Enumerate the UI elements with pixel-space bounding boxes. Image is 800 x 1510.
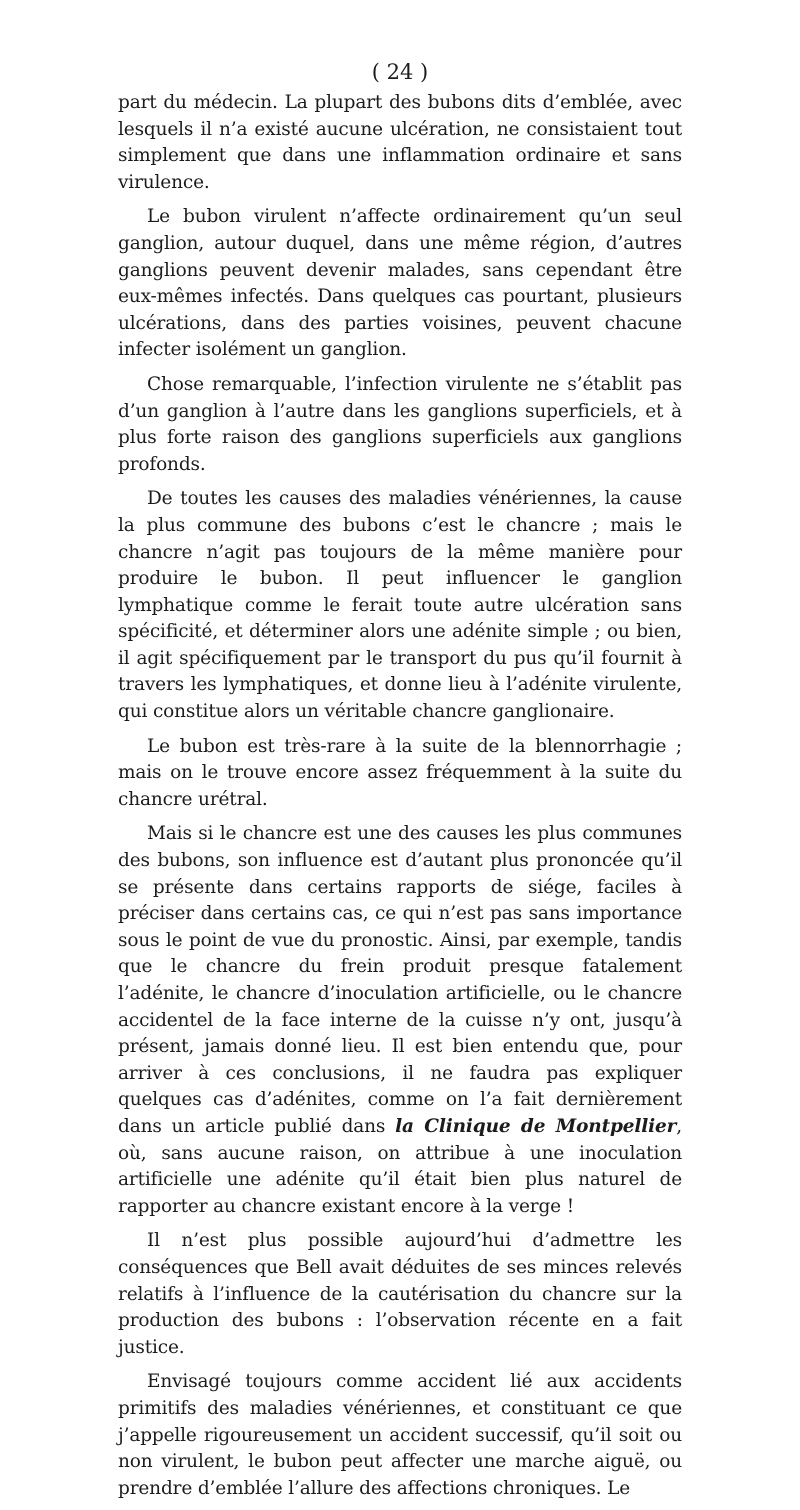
paragraph-6-text-before: Mais si le chancre est une des causes les plus communes des bubons, son influence est d’autant plus prononcée qu’il se présente dans certains rapports de siége, faciles à préciser dans certains cas, ce qui n’est pas sans importance sous le point de vue du pronostic. Ainsi, par exemple, tandis que le chancre du frein produit presque fatalement l’adénite, le chancre d’inoculation artificielle, ou le chancre accidentel de la face interne de la cuisse n’y ont, jusqu’à présent, jamais donné lieu. Il est bien entendu que, pour arriver à ces conclusions, il ne faudra pas expliquer quelques cas d’adénites, comme on l’a fait dernièrement dans un article publié dans bbox=[118, 823, 682, 1137]
body-text bbox=[118, 90, 682, 1510]
paragraph-7: Il n’est plus possible aujourd’hui d’admettre les conséquences que Bell avait déduites de ses minces relevés relatifs à l’influence de la cautérisation du chancre sur la production des bubons : l’observation récente en a fait justice. bbox=[118, 1230, 682, 1358]
journal-title: la Clinique de Montpellier bbox=[395, 1115, 677, 1137]
paragraph-3: Chose remarquable, l’infection virulente ne s’établit pas d’un ganglion à l’autre dans les ganglions superficiels, et à plus forte raison des ganglions superficiels aux ganglions profonds. bbox=[118, 373, 682, 475]
paragraph-6 bbox=[118, 821, 682, 1220]
paragraph-1: part du médecin. La plupart des bubons dits d’emblée, avec lesquels il n’a existé aucune ulcération, ne consistaient tout simplement que dans une inflammation ordinaire et sans virulence. bbox=[118, 92, 682, 193]
paragraph-6-text-after: , où, sans aucune raison, on attribue à une inoculation artificielle une adénite qu’il était bien plus naturel de rapporter au chancre existant encore à la verge ! bbox=[118, 1115, 682, 1217]
page-number: ( 24 ) bbox=[371, 60, 429, 84]
paragraph-5: Le bubon est très-rare à la suite de la blennorrhagie ; mais on le trouve encore assez fréquemment à la suite du chancre urétral. bbox=[118, 735, 682, 810]
paragraph-2: Le bubon virulent n’affecte ordinairement qu’un seul ganglion, autour duquel, dans une même région, d’autres ganglions peuvent devenir malades, sans cependant être eux-mêmes infectés. Dans quelques cas pourtant, plusieurs ulcérations, dans des parties voisines, peuvent chacune infecter isolément un ganglion. bbox=[118, 206, 682, 361]
paragraph-4: De toutes les causes des maladies vénériennes, la cause la plus commune des bubons c’est le chancre ; mais le chancre n’agit pas toujours de la même manière pour produire le bubon. Il peut influencer le ganglion lymphatique comme le ferait toute autre ulcération sans spécificité, et déterminer alors une adénite simple ; ou bien, il agit spécifiquement par le transport du pus qu’il fournit à travers les lymphatiques, et donne lieu à l’adénite virulente, qui constitue alors un véritable chancre ganglionaire. bbox=[118, 488, 682, 723]
paragraph-8: Envisagé toujours comme accident lié aux accidents primitifs des maladies vénériennes, et constituant ce que j’appelle rigoureusement un accident successif, qu’il soit ou non virulent, le bubon peut affecter une marche aiguë, ou prendre d’emblée l’allure des affections chroniques. Le bbox=[118, 1371, 682, 1499]
